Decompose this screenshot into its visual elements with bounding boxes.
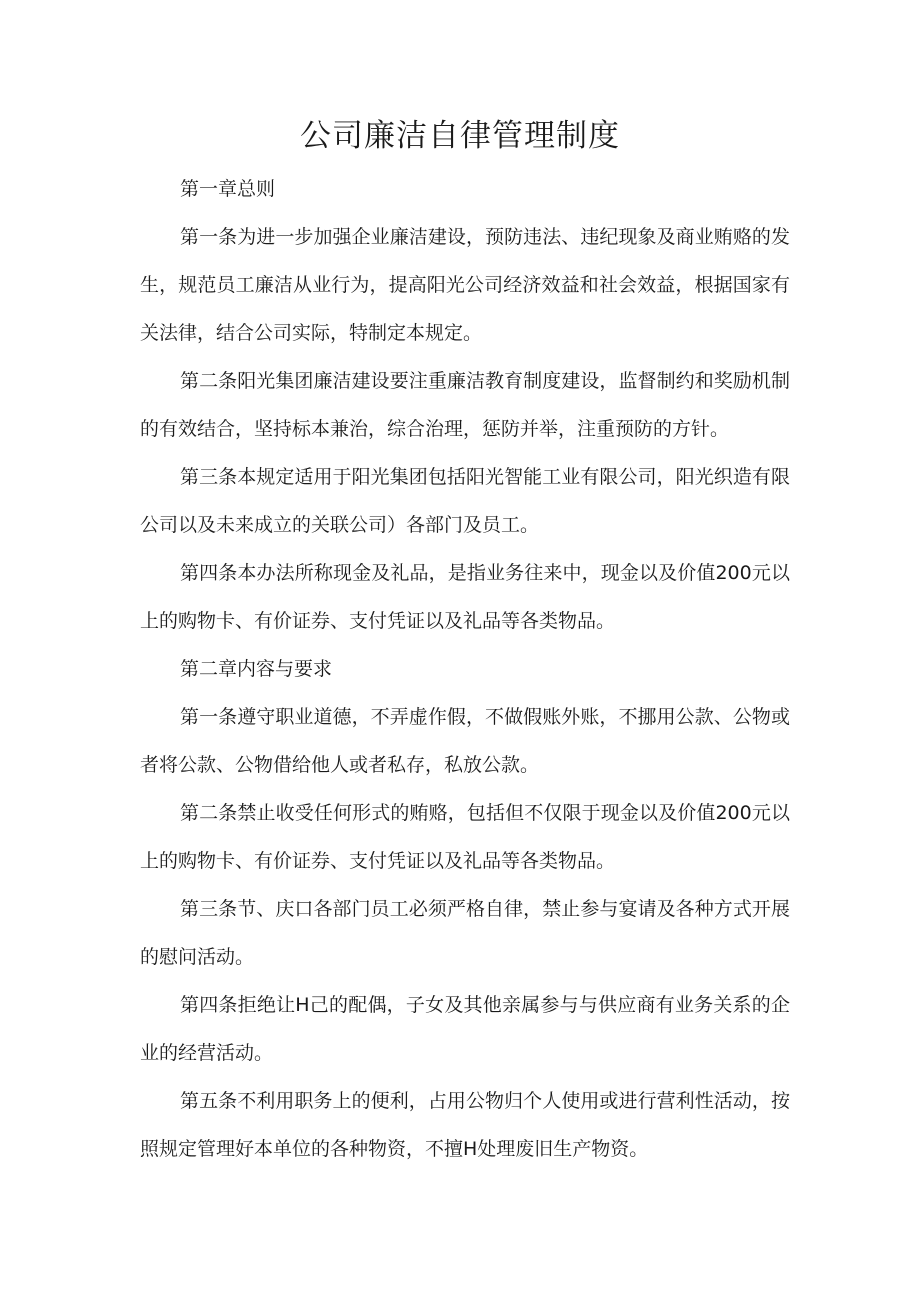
- article-paragraph: 第五条不利用职务上的便利，占用公物归个人使用或进行营利性活动，按照规定管理好本单位的各种物资，不擅H处理废旧生产物资。: [140, 1090, 790, 1160]
- document-body: [140, 165, 790, 1173]
- article-paragraph: 第一条遵守职业道德，不弄虚作假，不做假账外账，不挪用公款、公物或者将公款、公物借给他人或者私存，私放公款。: [140, 706, 790, 776]
- article-paragraph: 第一条为进一步加强企业廉洁建设，预防违法、违纪现象及商业贿赂的发生，规范员工廉洁从业行为，提高阳光公司经济效益和社会效益，根据国家有关法律，结合公司实际，特制定本规定。: [140, 226, 790, 344]
- article-paragraph: 第四条本办法所称现金及礼品，是指业务往来中，现金以及价值200元以上的购物卡、有价证券、支付凭证以及礼品等各类物品。: [140, 562, 790, 632]
- chapter-heading: 第一章总则: [180, 178, 276, 200]
- article-paragraph: 第四条拒绝让H己的配偶，子女及其他亲属参与与供应商有业务关系的企业的经营活动。: [140, 994, 790, 1064]
- article-paragraph: 第三条节、庆口各部门员工必须严格自律，禁止参与宴请及各种方式开展的慰问活动。: [140, 898, 790, 968]
- document-title: 公司廉洁自律管理制度: [300, 118, 620, 154]
- chapter-heading: 第二章内容与要求: [180, 658, 333, 680]
- article-paragraph: 第三条本规定适用于阳光集团包括阳光智能工业有限公司，阳光织造有限公司以及未来成立的关联公司）各部门及员工。: [140, 466, 790, 536]
- article-paragraph: 第二条阳光集团廉洁建设要注重廉洁教育制度建设，监督制约和奖励机制的有效结合，坚持标本兼治，综合治理，惩防并举，注重预防的方针。: [140, 370, 790, 440]
- article-paragraph: 第二条禁止收受任何形式的贿赂，包括但不仅限于现金以及价值200元以上的购物卡、有价证券、支付凭证以及礼品等各类物品。: [140, 802, 790, 872]
